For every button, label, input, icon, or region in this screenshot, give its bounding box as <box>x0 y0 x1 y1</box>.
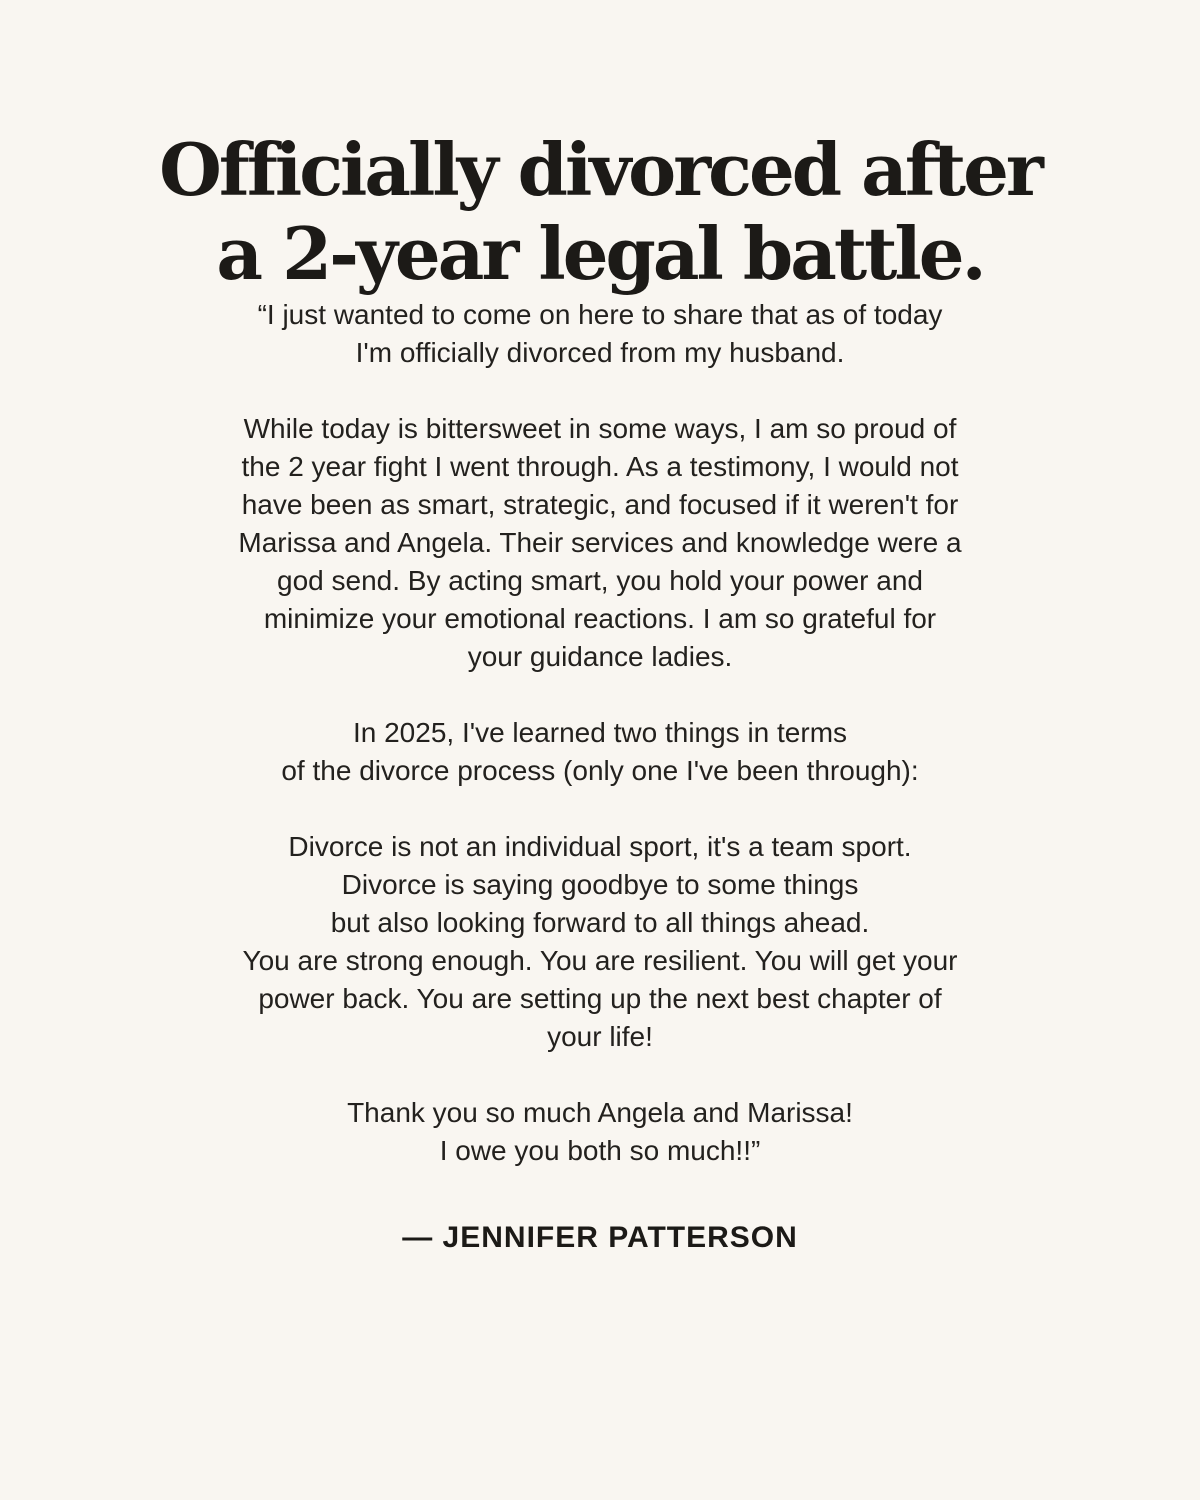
text-line: Divorce is not an individual sport, it's a team sport. <box>288 831 912 862</box>
page-title <box>0 128 1200 296</box>
text-line: I'm officially divorced from my husband. <box>355 337 845 368</box>
title-line: a 2-year legal battle. <box>216 211 984 297</box>
testimonial-paragraph-3 <box>150 714 1050 790</box>
text-line: your life! <box>547 1021 653 1052</box>
text-line: You are strong enough. You are resilient. You will get your <box>242 945 958 976</box>
text-line: minimize your emotional reactions. I am so grateful for <box>263 603 937 634</box>
testimonial-paragraph-4 <box>150 828 1050 1056</box>
testimonial-body <box>150 296 1050 1170</box>
title-line: Officially divorced after <box>159 127 1041 213</box>
text-line: Marissa and Angela. Their services and knowledge were a <box>238 527 962 558</box>
text-line: of the divorce process (only one I've been through): <box>281 755 919 786</box>
text-line: Thank you so much Angela and Marissa! <box>347 1097 853 1128</box>
testimonial-signature: — JENNIFER PATTERSON <box>402 1221 798 1254</box>
testimonial-paragraph-2 <box>150 410 1050 676</box>
text-line: god send. By acting smart, you hold your power and <box>277 565 923 596</box>
text-line: I owe you both so much!!” <box>439 1135 761 1166</box>
testimonial-paragraph-1 <box>150 296 1050 372</box>
text-line: the 2 year fight I went through. As a testimony, I would not <box>241 451 959 482</box>
text-line: but also looking forward to all things ahead. <box>330 907 870 938</box>
testimonial-paragraph-5 <box>150 1094 1050 1170</box>
text-line: your guidance ladies. <box>467 641 733 672</box>
text-line: have been as smart, strategic, and focused if it weren't for <box>241 489 959 520</box>
text-line: “I just wanted to come on here to share that as of today <box>257 299 943 330</box>
text-line: power back. You are setting up the next best chapter of <box>258 983 942 1014</box>
text-line: In 2025, I've learned two things in terms <box>352 717 848 748</box>
text-line: While today is bittersweet in some ways, I am so proud of <box>243 413 957 444</box>
text-line: Divorce is saying goodbye to some things <box>341 869 859 900</box>
